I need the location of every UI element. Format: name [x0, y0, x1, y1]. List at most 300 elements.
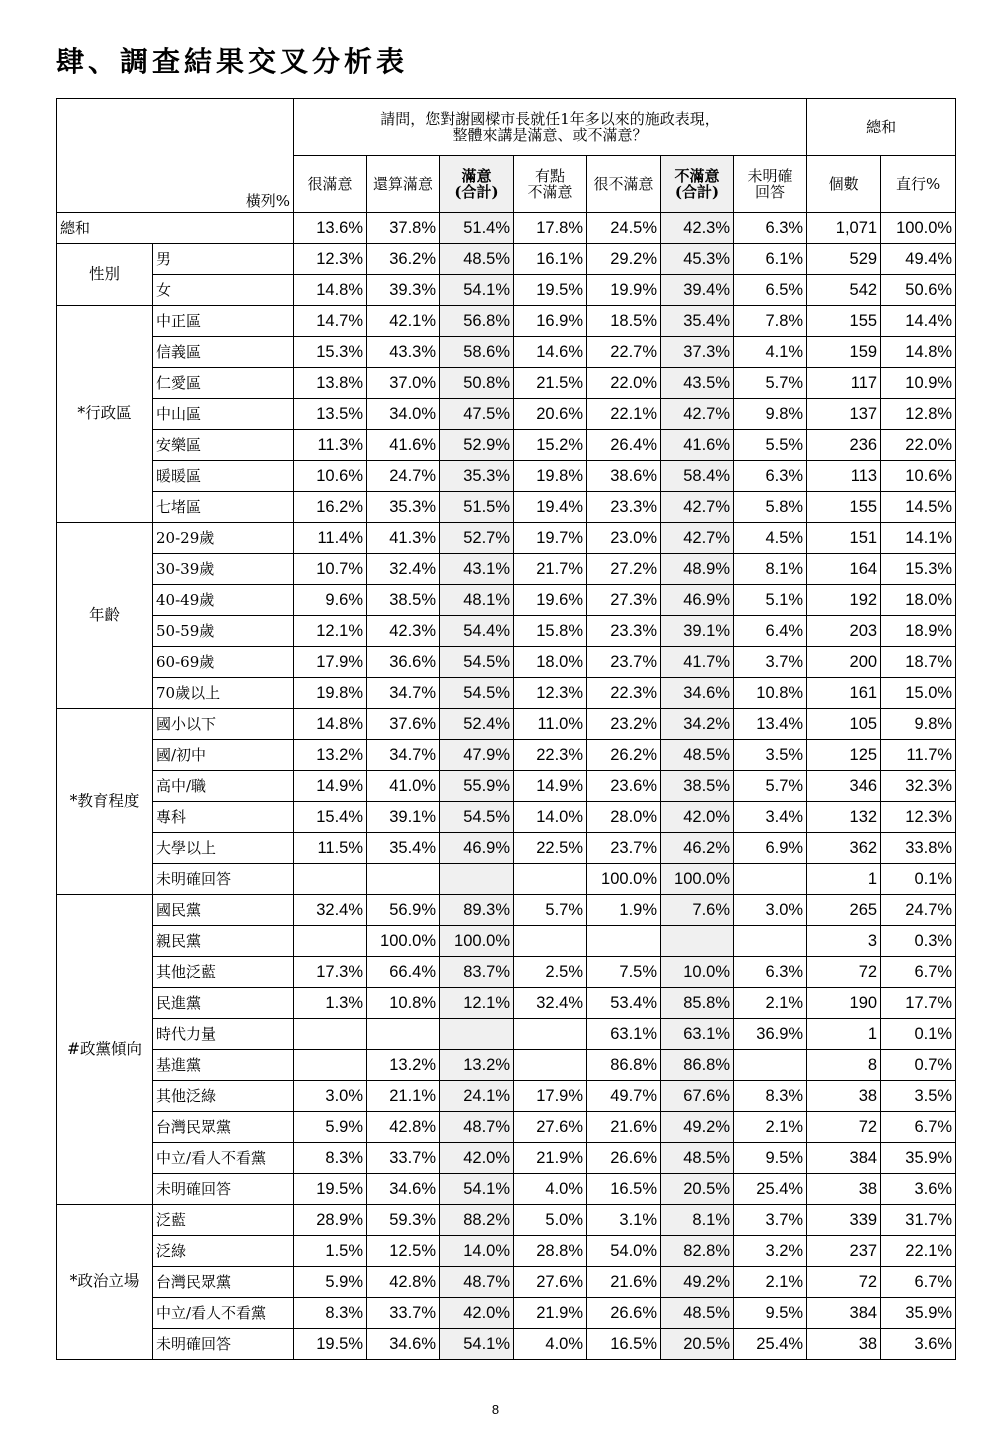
- table-cell: 19.5%: [514, 275, 587, 306]
- table-cell: 25.4%: [734, 1329, 807, 1360]
- table-row: [57, 1329, 956, 1360]
- table-cell: 38: [807, 1174, 881, 1205]
- table-cell: 200: [807, 647, 881, 678]
- column-header-line: 很不滿意: [593, 174, 654, 193]
- table-cell: 6.3%: [734, 461, 807, 492]
- table-cell: 190: [807, 988, 881, 1019]
- table-cell: [514, 864, 587, 895]
- table-cell: 6.3%: [734, 957, 807, 988]
- table-cell: 27.6%: [514, 1267, 587, 1298]
- table-cell: 9.8%: [881, 709, 956, 740]
- table-cell: 11.7%: [881, 740, 956, 771]
- table-cell: [440, 1019, 514, 1050]
- table-cell: 29.2%: [587, 244, 661, 275]
- table-cell: 132: [807, 802, 881, 833]
- table-cell: 15.3%: [294, 337, 367, 368]
- group-label: #政黨傾向: [57, 895, 153, 1205]
- table-cell: [440, 864, 514, 895]
- table-cell: 21.1%: [367, 1081, 440, 1112]
- table-cell: 12.5%: [367, 1236, 440, 1267]
- table-cell: 42.8%: [367, 1267, 440, 1298]
- table-cell: 155: [807, 306, 881, 337]
- table-cell: 2.1%: [734, 988, 807, 1019]
- row-label: 台灣民眾黨: [153, 1267, 294, 1298]
- table-row: [57, 430, 956, 461]
- table-cell: 28.0%: [587, 802, 661, 833]
- table-cell: [587, 926, 661, 957]
- row-label: 國/初中: [153, 740, 294, 771]
- table-cell: 12.8%: [881, 399, 956, 430]
- row-label: 時代力量: [153, 1019, 294, 1050]
- row-label: 國民黨: [153, 895, 294, 926]
- table-cell: 346: [807, 771, 881, 802]
- table-cell: 236: [807, 430, 881, 461]
- table-cell: 35.3%: [440, 461, 514, 492]
- table-cell: 38.6%: [587, 461, 661, 492]
- table-cell: 6.3%: [734, 213, 807, 244]
- table-cell: 52.7%: [440, 523, 514, 554]
- table-cell: 3.6%: [881, 1329, 956, 1360]
- table-cell: 18.5%: [587, 306, 661, 337]
- table-cell: 5.7%: [734, 771, 807, 802]
- table-row: [57, 461, 956, 492]
- column-header-line: (合計): [454, 183, 499, 201]
- table-row: [57, 802, 956, 833]
- page-title: 肆、調查結果交叉分析表: [56, 45, 409, 78]
- table-cell: 23.3%: [587, 616, 661, 647]
- table-cell: 38.5%: [661, 771, 734, 802]
- table-cell: 51.4%: [440, 213, 514, 244]
- table-cell: 3.6%: [881, 1174, 956, 1205]
- table-cell: 6.1%: [734, 244, 807, 275]
- table-cell: 86.8%: [587, 1050, 661, 1081]
- table-cell: 6.9%: [734, 833, 807, 864]
- table-cell: 265: [807, 895, 881, 926]
- table-cell: 2.1%: [734, 1267, 807, 1298]
- row-label: 高中/職: [153, 771, 294, 802]
- table-cell: 15.8%: [514, 616, 587, 647]
- table-cell: 42.1%: [367, 306, 440, 337]
- row-label: 未明確回答: [153, 1174, 294, 1205]
- table-cell: 8.1%: [661, 1205, 734, 1236]
- group-label: 性別: [57, 244, 153, 306]
- group-label: *政治立場: [57, 1205, 153, 1360]
- table-cell: 34.7%: [367, 678, 440, 709]
- table-cell: 89.3%: [440, 895, 514, 926]
- table-cell: 39.4%: [661, 275, 734, 306]
- table-cell: 47.5%: [440, 399, 514, 430]
- table-cell: 72: [807, 1267, 881, 1298]
- table-cell: 529: [807, 244, 881, 275]
- table-cell: 37.3%: [661, 337, 734, 368]
- table-cell: [367, 864, 440, 895]
- question-header: [294, 99, 807, 156]
- table-row: [57, 399, 956, 430]
- table-row: [57, 1236, 956, 1267]
- table-cell: 63.1%: [587, 1019, 661, 1050]
- table-cell: 48.5%: [661, 1143, 734, 1174]
- table-cell: 52.9%: [440, 430, 514, 461]
- table-cell: 26.6%: [587, 1298, 661, 1329]
- row-label: 其他泛藍: [153, 957, 294, 988]
- table-cell: 23.2%: [587, 709, 661, 740]
- table-cell: 155: [807, 492, 881, 523]
- table-cell: 28.9%: [294, 1205, 367, 1236]
- header-corner: 橫列%: [57, 99, 294, 213]
- table-cell: 32.3%: [881, 771, 956, 802]
- table-row: [57, 1174, 956, 1205]
- table-row: [57, 1050, 956, 1081]
- table-cell: 23.6%: [587, 771, 661, 802]
- table-cell: 542: [807, 275, 881, 306]
- table-cell: 17.9%: [294, 647, 367, 678]
- table-cell: 54.0%: [587, 1236, 661, 1267]
- table-cell: 24.5%: [587, 213, 661, 244]
- row-label: 專科: [153, 802, 294, 833]
- table-cell: 100.0%: [440, 926, 514, 957]
- table-cell: 9.6%: [294, 585, 367, 616]
- table-cell: 203: [807, 616, 881, 647]
- table-cell: 10.8%: [734, 678, 807, 709]
- row-label: 30-39歲: [153, 554, 294, 585]
- table-cell: 13.2%: [294, 740, 367, 771]
- table-cell: 7.8%: [734, 306, 807, 337]
- row-label: 60-69歲: [153, 647, 294, 678]
- table-cell: 43.5%: [661, 368, 734, 399]
- table-cell: [294, 864, 367, 895]
- total-group-header: 總和: [807, 99, 956, 156]
- table-cell: 35.9%: [881, 1298, 956, 1329]
- row-label: 七堵區: [153, 492, 294, 523]
- table-cell: 52.4%: [440, 709, 514, 740]
- table-cell: 20.6%: [514, 399, 587, 430]
- table-cell: 19.9%: [587, 275, 661, 306]
- table-cell: 43.1%: [440, 554, 514, 585]
- table-cell: 11.5%: [294, 833, 367, 864]
- table-cell: 5.9%: [294, 1267, 367, 1298]
- table-cell: 54.1%: [440, 275, 514, 306]
- table-cell: 14.8%: [881, 337, 956, 368]
- column-header-9: [881, 156, 956, 213]
- table-cell: 35.4%: [367, 833, 440, 864]
- table-cell: 10.6%: [294, 461, 367, 492]
- row-label: 70歲以上: [153, 678, 294, 709]
- table-cell: 33.8%: [881, 833, 956, 864]
- table-cell: 3.0%: [734, 895, 807, 926]
- table-row: [57, 988, 956, 1019]
- table-cell: 21.6%: [587, 1267, 661, 1298]
- table-cell: 59.3%: [367, 1205, 440, 1236]
- table-cell: 14.9%: [294, 771, 367, 802]
- table-cell: 19.6%: [514, 585, 587, 616]
- row-label: 其他泛綠: [153, 1081, 294, 1112]
- table-cell: 2.5%: [514, 957, 587, 988]
- table-cell: [294, 926, 367, 957]
- table-cell: 54.1%: [440, 1329, 514, 1360]
- table-cell: 13.8%: [294, 368, 367, 399]
- table-row: [57, 1081, 956, 1112]
- table-cell: 5.7%: [514, 895, 587, 926]
- table-cell: 36.2%: [367, 244, 440, 275]
- table-cell: 50.8%: [440, 368, 514, 399]
- table-row: [57, 1019, 956, 1050]
- table-cell: 13.6%: [294, 213, 367, 244]
- table-cell: 72: [807, 1112, 881, 1143]
- table-row: [57, 1267, 956, 1298]
- table-cell: [367, 1019, 440, 1050]
- table-cell: 18.7%: [881, 647, 956, 678]
- table-row: [57, 492, 956, 523]
- table-cell: 46.9%: [661, 585, 734, 616]
- total-row-label: 總和: [57, 213, 294, 244]
- table-cell: 384: [807, 1143, 881, 1174]
- table-cell: 24.7%: [367, 461, 440, 492]
- row-label: 安樂區: [153, 430, 294, 461]
- table-row: [57, 337, 956, 368]
- table-cell: 38: [807, 1329, 881, 1360]
- table-cell: 18.0%: [514, 647, 587, 678]
- table-cell: 4.0%: [514, 1174, 587, 1205]
- table-cell: 47.9%: [440, 740, 514, 771]
- table-cell: 12.3%: [881, 802, 956, 833]
- column-header-line: 滿意: [461, 166, 492, 185]
- table-row: [57, 678, 956, 709]
- question-line-1: 請問，您對謝國樑市長就任1年多以來的施政表現，: [380, 109, 720, 128]
- table-cell: [514, 926, 587, 957]
- table-cell: 21.9%: [514, 1143, 587, 1174]
- table-cell: 22.5%: [514, 833, 587, 864]
- table-cell: 42.0%: [440, 1298, 514, 1329]
- row-label: 中立/看人不看黨: [153, 1143, 294, 1174]
- table-cell: 7.5%: [587, 957, 661, 988]
- table-cell: 6.5%: [734, 275, 807, 306]
- table-row: [57, 616, 956, 647]
- table-cell: 16.2%: [294, 492, 367, 523]
- table-cell: 8.3%: [294, 1143, 367, 1174]
- table-cell: 39.1%: [661, 616, 734, 647]
- table-cell: 24.1%: [440, 1081, 514, 1112]
- table-cell: 22.3%: [587, 678, 661, 709]
- table-cell: 125: [807, 740, 881, 771]
- table-row: [57, 926, 956, 957]
- table-row: [57, 864, 956, 895]
- table-cell: 37.0%: [367, 368, 440, 399]
- table-cell: 32.4%: [294, 895, 367, 926]
- table-cell: 63.1%: [661, 1019, 734, 1050]
- table-cell: 5.1%: [734, 585, 807, 616]
- table-cell: 161: [807, 678, 881, 709]
- group-label: *行政區: [57, 306, 153, 523]
- table-cell: 41.0%: [367, 771, 440, 802]
- table-cell: 0.3%: [881, 926, 956, 957]
- row-label: 20-29歲: [153, 523, 294, 554]
- table-cell: 22.3%: [514, 740, 587, 771]
- table-cell: 42.3%: [661, 213, 734, 244]
- column-header-8: [807, 156, 881, 213]
- table-cell: 17.8%: [514, 213, 587, 244]
- table-cell: 16.1%: [514, 244, 587, 275]
- table-cell: 12.1%: [294, 616, 367, 647]
- table-cell: 10.0%: [661, 957, 734, 988]
- table-cell: 37.6%: [367, 709, 440, 740]
- table-cell: 14.9%: [514, 771, 587, 802]
- table-cell: 5.0%: [514, 1205, 587, 1236]
- table-cell: 19.8%: [514, 461, 587, 492]
- table-cell: 3.1%: [587, 1205, 661, 1236]
- table-row: [57, 554, 956, 585]
- table-cell: 48.9%: [661, 554, 734, 585]
- table-cell: 83.7%: [440, 957, 514, 988]
- table-cell: 15.4%: [294, 802, 367, 833]
- table-cell: 48.5%: [661, 1298, 734, 1329]
- table-row: [57, 1112, 956, 1143]
- table-cell: 53.4%: [587, 988, 661, 1019]
- table-cell: 33.7%: [367, 1298, 440, 1329]
- cross-analysis-table: [56, 98, 956, 1360]
- table-cell: 55.9%: [440, 771, 514, 802]
- table-cell: 38.5%: [367, 585, 440, 616]
- table-row: [57, 740, 956, 771]
- table-row: [57, 244, 956, 275]
- table-cell: 86.8%: [661, 1050, 734, 1081]
- table-cell: 19.4%: [514, 492, 587, 523]
- table-cell: 13.4%: [734, 709, 807, 740]
- table-cell: 49.4%: [881, 244, 956, 275]
- table-cell: 23.3%: [587, 492, 661, 523]
- table-cell: [734, 926, 807, 957]
- row-label: 民進黨: [153, 988, 294, 1019]
- row-label: 中山區: [153, 399, 294, 430]
- table-cell: 23.7%: [587, 647, 661, 678]
- table-cell: 10.8%: [367, 988, 440, 1019]
- table-cell: 49.2%: [661, 1112, 734, 1143]
- table-cell: 34.7%: [367, 740, 440, 771]
- table-cell: 6.4%: [734, 616, 807, 647]
- table-cell: 16.5%: [587, 1174, 661, 1205]
- table-cell: 24.7%: [881, 895, 956, 926]
- table-row: [57, 709, 956, 740]
- table-cell: 0.7%: [881, 1050, 956, 1081]
- table-cell: 32.4%: [514, 988, 587, 1019]
- table-cell: 31.7%: [881, 1205, 956, 1236]
- row-label: 大學以上: [153, 833, 294, 864]
- table-cell: 12.1%: [440, 988, 514, 1019]
- table-cell: 27.6%: [514, 1112, 587, 1143]
- table-cell: 5.9%: [294, 1112, 367, 1143]
- table-cell: 35.4%: [661, 306, 734, 337]
- table-cell: 0.1%: [881, 864, 956, 895]
- table-cell: 49.7%: [587, 1081, 661, 1112]
- table-cell: 43.3%: [367, 337, 440, 368]
- table-cell: 15.3%: [881, 554, 956, 585]
- table-cell: 34.6%: [367, 1174, 440, 1205]
- table-row: [57, 368, 956, 399]
- table-cell: 58.6%: [440, 337, 514, 368]
- column-header-2: [367, 156, 440, 213]
- table-row: [57, 1143, 956, 1174]
- table-cell: 51.5%: [440, 492, 514, 523]
- table-cell: 26.2%: [587, 740, 661, 771]
- table-cell: 17.3%: [294, 957, 367, 988]
- table-cell: 19.5%: [294, 1174, 367, 1205]
- group-label: *教育程度: [57, 709, 153, 895]
- table-cell: 105: [807, 709, 881, 740]
- table-cell: 35.3%: [367, 492, 440, 523]
- table-cell: 1.3%: [294, 988, 367, 1019]
- table-row: [57, 833, 956, 864]
- table-cell: 28.8%: [514, 1236, 587, 1267]
- table-row-total: [57, 213, 956, 244]
- table-cell: 72: [807, 957, 881, 988]
- table-cell: 14.8%: [294, 709, 367, 740]
- table-cell: 54.5%: [440, 647, 514, 678]
- table-cell: 41.7%: [661, 647, 734, 678]
- table-cell: 34.0%: [367, 399, 440, 430]
- table-cell: 21.9%: [514, 1298, 587, 1329]
- table-cell: 14.8%: [294, 275, 367, 306]
- table-cell: 37.8%: [367, 213, 440, 244]
- table-cell: 42.8%: [367, 1112, 440, 1143]
- table-cell: 9.5%: [734, 1298, 807, 1329]
- table-cell: [661, 926, 734, 957]
- table-cell: 41.3%: [367, 523, 440, 554]
- table-cell: 16.9%: [514, 306, 587, 337]
- table-cell: 26.6%: [587, 1143, 661, 1174]
- table-row: [57, 957, 956, 988]
- table-cell: 19.8%: [294, 678, 367, 709]
- table-row: [57, 1298, 956, 1329]
- row-label: 中立/看人不看黨: [153, 1298, 294, 1329]
- table-cell: 18.0%: [881, 585, 956, 616]
- table-cell: 17.7%: [881, 988, 956, 1019]
- table-cell: 13.2%: [440, 1050, 514, 1081]
- table-cell: 3.5%: [881, 1081, 956, 1112]
- table-cell: [514, 1050, 587, 1081]
- column-header-1: [294, 156, 367, 213]
- column-header-line: 不滿意: [674, 166, 720, 185]
- table-cell: 27.3%: [587, 585, 661, 616]
- table-cell: 17.9%: [514, 1081, 587, 1112]
- table-cell: 45.3%: [661, 244, 734, 275]
- table-cell: 3.2%: [734, 1236, 807, 1267]
- table-cell: 42.0%: [440, 1143, 514, 1174]
- table-cell: 7.6%: [661, 895, 734, 926]
- table-cell: 100.0%: [367, 926, 440, 957]
- table-cell: 22.0%: [587, 368, 661, 399]
- table-cell: 54.4%: [440, 616, 514, 647]
- table-cell: 48.5%: [661, 740, 734, 771]
- table-cell: 13.2%: [367, 1050, 440, 1081]
- table-cell: 1.5%: [294, 1236, 367, 1267]
- row-label: 中正區: [153, 306, 294, 337]
- table-cell: 56.8%: [440, 306, 514, 337]
- column-header-line: 還算滿意: [373, 174, 434, 193]
- row-label: 基進黨: [153, 1050, 294, 1081]
- table-cell: 48.1%: [440, 585, 514, 616]
- table-cell: 14.1%: [881, 523, 956, 554]
- table-cell: [514, 1019, 587, 1050]
- table-row: [57, 771, 956, 802]
- column-header-line: (合計): [674, 183, 720, 201]
- column-header-4: [514, 156, 587, 213]
- table-cell: 19.7%: [514, 523, 587, 554]
- table-cell: 14.0%: [514, 802, 587, 833]
- table-cell: 32.4%: [367, 554, 440, 585]
- table-cell: 14.6%: [514, 337, 587, 368]
- table-cell: 100.0%: [661, 864, 734, 895]
- table-cell: 48.5%: [440, 244, 514, 275]
- column-header-6: [661, 156, 734, 213]
